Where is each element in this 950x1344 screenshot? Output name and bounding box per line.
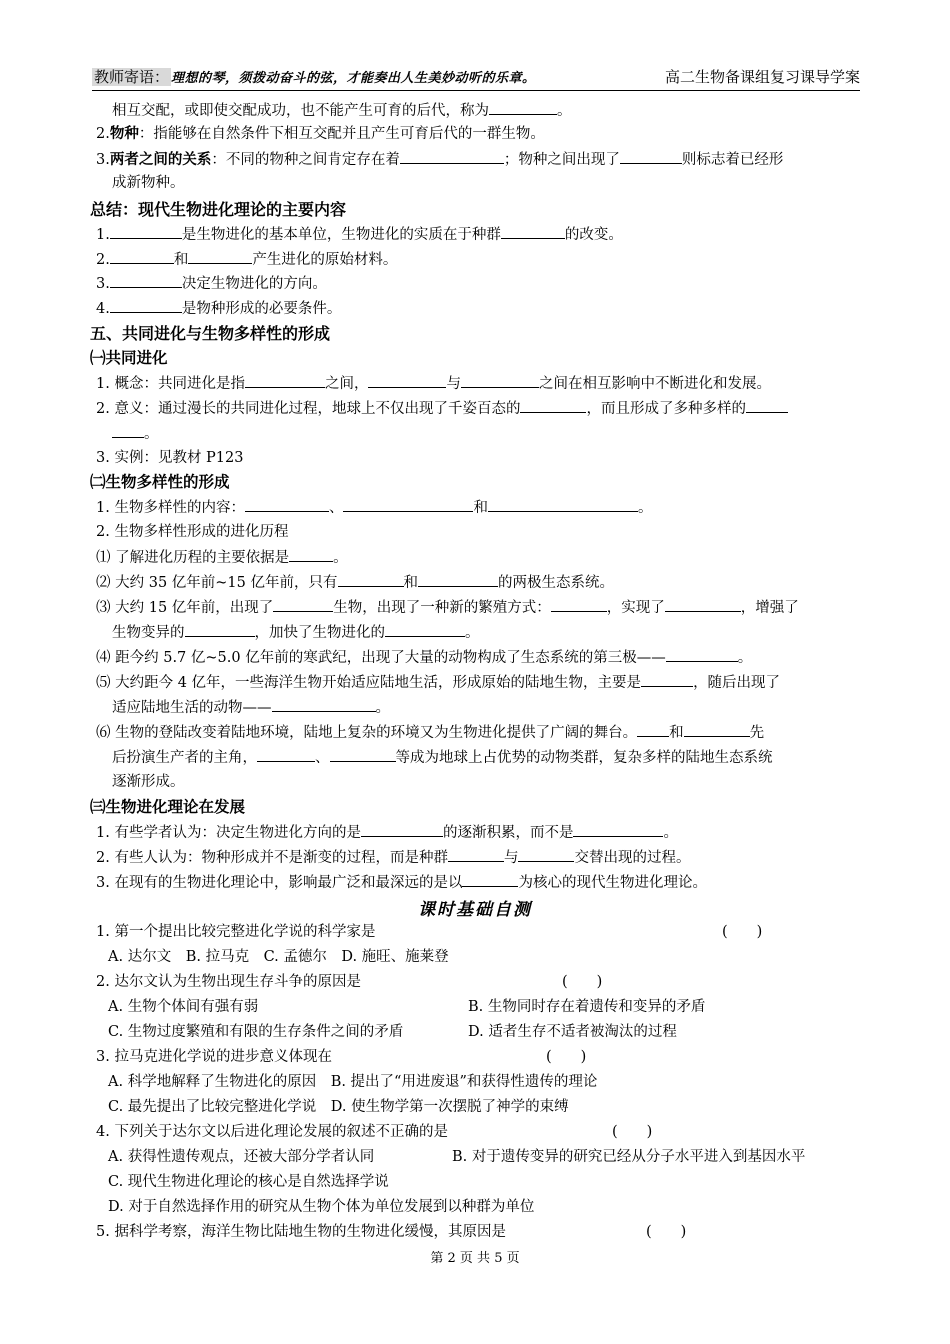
text-line: 逐渐形成。 — [112, 774, 185, 790]
option-c: C. 生物过度繁殖和有限的生存条件之间的矛盾 — [108, 1024, 404, 1040]
blank[interactable] — [110, 296, 182, 313]
text-line: ⑷ 距今约 5.7 亿~5.0 亿年前的寒武纪，出现了大量的动物构成了生态系统的第三极—— 。 — [96, 645, 752, 670]
option-c: C. 现代生物进化理论的核心是自然选择学说 — [108, 1174, 389, 1190]
text-line: 成新物种。 — [112, 175, 185, 191]
options-cd: C. 最先提出了比较完整进化学说 D. 使生物学第一次摆脱了神学的束缚 — [108, 1099, 569, 1115]
option-d: D. 对于自然选择作用的研究从生物个体为单位发展到以种群为单位 — [108, 1199, 535, 1215]
answer-bracket[interactable]: ( ) — [646, 1224, 687, 1240]
subsection-heading: ㈢生物进化理论在发展 — [90, 798, 246, 816]
option-b: B. 生物同时存在着遗传和变异的矛盾 — [468, 999, 706, 1015]
text-line: 生物变异的 ，加快了生物进化的 。 — [112, 620, 480, 645]
header-course-title: 高二生物备课组复习课导学案 — [664, 68, 860, 86]
text-line: 适应陆地生活的动物—— 。 — [112, 695, 390, 720]
answer-bracket[interactable]: ( ) — [562, 974, 603, 990]
question-3: 3. 拉马克进化学说的进步意义体现在 — [96, 1049, 332, 1065]
answer-bracket[interactable]: ( ) — [546, 1049, 587, 1065]
summary-heading: 总结：现代生物进化理论的主要内容 — [90, 200, 347, 219]
text-line: 。 — [112, 421, 159, 446]
option-a: A. 生物个体间有强有弱 — [108, 999, 259, 1015]
blank[interactable] — [112, 421, 144, 438]
blank[interactable] — [110, 271, 182, 288]
test-title: 课时基础自测 — [418, 900, 532, 920]
blank[interactable] — [368, 371, 446, 388]
blank[interactable] — [330, 745, 396, 762]
blank[interactable] — [110, 247, 174, 264]
text-line: 1. 有些学者认为：决定生物进化方向的是 的逐渐积累，而不是 。 — [96, 820, 678, 845]
option-b: B. 对于遗传变异的研究已经从分子水平进入到基因水平 — [452, 1149, 806, 1165]
text-line: 3. 实例：见教材 P123 — [96, 450, 244, 466]
page-number: 第 2 页 共 5 页 — [430, 1251, 520, 1266]
question-1: 1. 第一个提出比较完整进化学说的科学家是 — [96, 924, 376, 940]
blank[interactable] — [289, 545, 333, 562]
text-line: 2. 和 产生进化的原始材料。 — [96, 247, 397, 272]
text-line: 3. 决定生物进化的方向。 — [96, 271, 327, 296]
text-line: ⑴ 了解进化历程的主要依据是 。 — [96, 545, 348, 570]
text-line: 2. 意义：通过漫长的共同进化过程，地球上不仅出现了千姿百态的 ，而且形成了多种多样的 — [96, 396, 788, 421]
blank[interactable] — [400, 147, 504, 164]
text-line: 1. 生物多样性的内容： 、 和 。 — [96, 495, 652, 520]
blank[interactable] — [746, 396, 788, 413]
blank[interactable] — [461, 371, 539, 388]
blank[interactable] — [110, 222, 182, 239]
options: A. 达尔文 B. 拉马克 C. 孟德尔 D. 施旺、施莱登 — [108, 949, 449, 965]
text-line: 2.物种：指能够在自然条件下相互交配并且产生可育后代的一群生物。 — [96, 125, 545, 142]
question-4: 4. 下列关于达尔文以后进化理论发展的叙述不正确的是 — [96, 1124, 448, 1140]
text-line: ⑵ 大约 35 亿年前~15 亿年前，只有 和 的两极生态系统。 — [96, 570, 614, 595]
subsection-heading: ㈠共同进化 — [90, 349, 168, 367]
section-heading: 五、共同进化与生物多样性的形成 — [90, 324, 331, 343]
blank[interactable] — [188, 247, 252, 264]
blank[interactable] — [573, 820, 663, 837]
header-label: 教师寄语： — [94, 68, 170, 86]
blank[interactable] — [385, 620, 465, 637]
blank[interactable] — [418, 570, 498, 587]
answer-bracket[interactable]: ( ) — [612, 1124, 653, 1140]
blank[interactable] — [272, 695, 376, 712]
blank[interactable] — [185, 620, 255, 637]
blank[interactable] — [462, 870, 518, 887]
blank[interactable] — [489, 98, 557, 115]
blank[interactable] — [637, 720, 669, 737]
blank[interactable] — [666, 645, 738, 662]
options-ab: A. 科学地解释了生物进化的原因 B. 提出了“用进废退”和获得性遗传的理论 — [108, 1074, 598, 1090]
blank[interactable] — [501, 222, 565, 239]
text-line: 2. 生物多样性形成的进化历程 — [96, 524, 289, 540]
blank[interactable] — [361, 820, 443, 837]
text-line: 1. 概念：共同进化是指 之间， 与 之间在相互影响中不断进化和发展。 — [96, 371, 771, 396]
text-line: 相互交配，或即使交配成功，也不能产生可育的后代，称为 。 — [112, 98, 572, 123]
question-2: 2. 达尔文认为生物出现生存斗争的原因是 — [96, 974, 361, 990]
blank[interactable] — [245, 495, 329, 512]
blank[interactable] — [338, 570, 404, 587]
blank[interactable] — [488, 495, 638, 512]
blank[interactable] — [257, 745, 315, 762]
header-motto: 理想的琴，须拨动奋斗的弦，才能奏出人生美妙动听的乐章。 — [171, 71, 536, 86]
text-line: ⑶ 大约 15 亿年前，出现了 生物，出现了一种新的繁殖方式： ，实现了 ，增强了 — [96, 595, 799, 620]
text-line: ⑸ 大约距今 4 亿年，一些海洋生物开始适应陆地生活，形成原始的陆地生物，主要是 ，随后出现了 — [96, 670, 780, 695]
blank[interactable] — [641, 670, 693, 687]
blank[interactable] — [620, 147, 682, 164]
text-line: 1. 是生物进化的基本单位，生物进化的实质在于种群 的改变。 — [96, 222, 623, 247]
page-header — [92, 66, 860, 91]
text-line: 3. 在现有的生物进化理论中，影响最广泛和最深远的是以 为核心的现代生物进化理论。 — [96, 870, 707, 895]
blank[interactable] — [520, 396, 586, 413]
blank[interactable] — [551, 595, 607, 612]
text-line: 后扮演生产者的主角， 、 等成为地球上占优势的动物类群，复杂多样的陆地生态系统 — [112, 745, 773, 770]
text-line: 3.两者之间的关系：不同的物种之间肯定存在着 ；物种之间出现了 则标志着已经形 — [96, 147, 783, 172]
option-a: A. 获得性遗传观点，还被大部分学者认同 — [108, 1149, 375, 1165]
blank[interactable] — [245, 371, 325, 388]
blank[interactable] — [343, 495, 473, 512]
text-line: 2. 有些人认为：物种形成并不是渐变的过程，而是种群 与 交替出现的过程。 — [96, 845, 690, 870]
blank[interactable] — [273, 595, 333, 612]
answer-bracket[interactable]: ( ) — [722, 924, 763, 940]
blank[interactable] — [665, 595, 741, 612]
text-line: ⑹ 生物的登陆改变着陆地环境，陆地上复杂的环境又为生物进化提供了广阔的舞台。 和 先 — [96, 720, 764, 745]
question-5: 5. 据科学考察，海洋生物比陆地生物的生物进化缓慢，其原因是 — [96, 1224, 506, 1240]
subsection-heading: ㈡生物多样性的形成 — [90, 473, 230, 491]
option-d: D. 适者生存不适者被淘汰的过程 — [468, 1024, 677, 1040]
blank[interactable] — [684, 720, 750, 737]
blank[interactable] — [448, 845, 504, 862]
blank[interactable] — [518, 845, 574, 862]
text-line: 4. 是物种形成的必要条件。 — [96, 296, 341, 321]
